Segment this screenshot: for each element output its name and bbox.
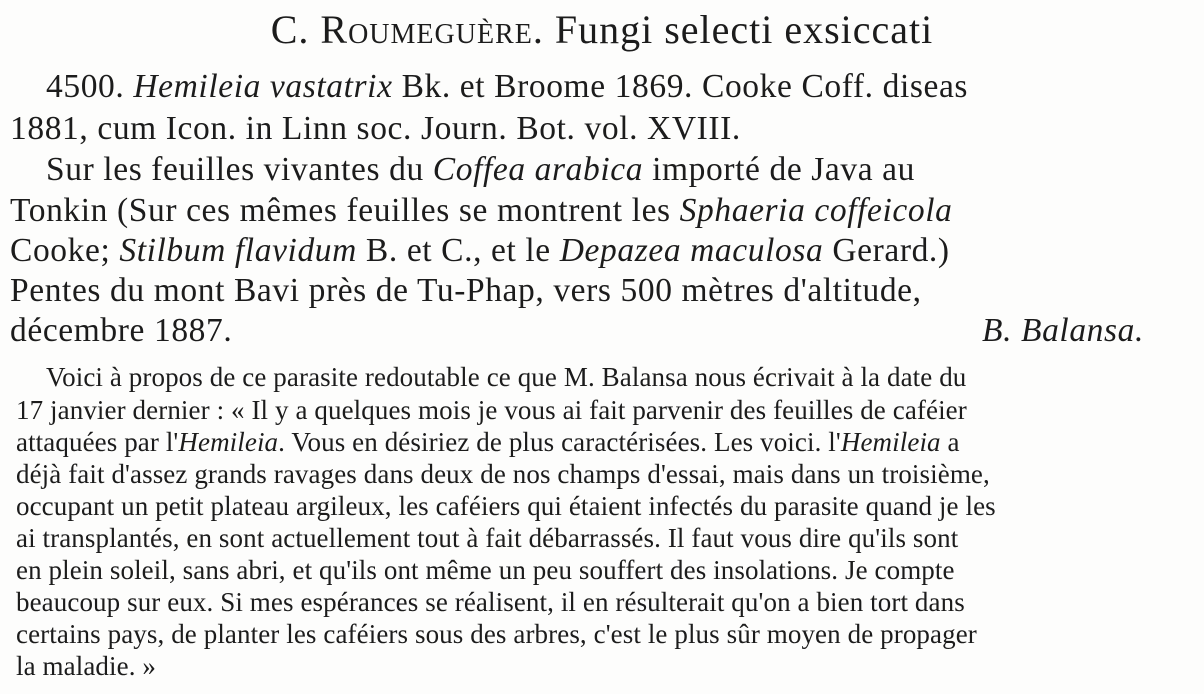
note-line-4 <box>16 459 990 490</box>
entry-line-7 <box>10 312 1174 350</box>
note-genus-1: Hemileia <box>178 427 279 457</box>
note-line-3 <box>16 427 960 458</box>
note-line-7 <box>16 555 955 586</box>
entry-text-5c: Gerard.) <box>832 232 950 269</box>
note-line-8 <box>16 587 965 618</box>
entry-text-5b: B. et C., et le <box>365 232 551 269</box>
note-text-1: Voici à propos de ce parasite redoutable ce que M. Balansa nous écrivait à la date du <box>46 362 967 392</box>
note-line-10 <box>16 651 156 682</box>
entry-text-5a: Cooke; <box>10 232 111 269</box>
note-text-3c: a <box>940 427 960 457</box>
species-authority: Bk. et Broome 1869. Cooke Coff. diseas <box>401 68 969 105</box>
entry-number: 4500. <box>46 68 125 105</box>
note-text-8: beaucoup sur eux. Si mes espérances se réalisent, il en résulterait qu'on a bien tort dans <box>16 587 965 617</box>
page-header <box>0 6 1204 53</box>
note-line-1 <box>46 362 966 393</box>
host-text-b: importé de Java au <box>652 151 915 188</box>
entry-line-2 <box>10 110 741 148</box>
note-text-2: 17 janvier dernier : « Il y a quelques mois je vous ai fait parvenir des feuilles de caféier <box>16 395 967 425</box>
species-sphaeria: Sphaeria coffeicola <box>679 192 953 229</box>
host-text-a: Sur les feuilles vivantes du <box>46 151 424 188</box>
note-text-7: en plein soleil, sans abri, et qu'ils ont même un peu souffert des insolations. Je compte <box>16 555 955 585</box>
note-text-3a: attaquées par l' <box>16 427 179 457</box>
entry-text-4: Tonkin (Sur ces mêmes feuilles se montrent les <box>10 192 671 229</box>
collection-date: décembre 1887. <box>10 312 233 349</box>
entry-line-4 <box>10 192 953 230</box>
species-depazea: Depazea maculosa <box>559 232 824 269</box>
note-text-9: certains pays, de planter les caféiers sous des arbres, c'est le plus sûr moyen de propager <box>16 619 977 649</box>
note-text-4: déjà fait d'assez grands ravages dans deux de nos champs d'essai, mais dans un troisième, <box>16 459 990 489</box>
note-text-6: ai transplantés, en sont actuellement tout à fait débarrassés. Il faut vous dire qu'ils sont <box>16 523 959 553</box>
note-text-5: occupant un petit plateau argileux, les caféiers qui étaient infectés du parasite quand je les <box>16 491 996 521</box>
species-stilbum: Stilbum flavidum <box>119 232 357 269</box>
entry-line-3 <box>46 151 915 189</box>
host-species: Coffea arabica <box>432 151 644 188</box>
entry-reference: 1881, cum Icon. in Linn soc. Journ. Bot. vol. XVIII. <box>10 110 741 147</box>
entry-line-5 <box>10 232 950 270</box>
note-text-3b: . Vous en désiriez de plus caractérisées. Les voici. l' <box>278 427 841 457</box>
note-text-10: la maladie. » <box>16 651 156 681</box>
entry-line-1 <box>46 68 968 106</box>
species-name: Hemileia vastatrix <box>133 68 393 105</box>
note-line-9 <box>16 619 977 650</box>
entry-line-6 <box>10 272 922 310</box>
collector-name: B. Balansa. <box>982 312 1144 349</box>
note-line-2 <box>16 395 967 426</box>
note-line-5 <box>16 491 996 522</box>
locality-text: Pentes du mont Bavi près de Tu-Phap, vers 500 mètres d'altitude, <box>10 272 922 309</box>
header-author: C. Roumeguère. <box>270 7 544 52</box>
note-line-6 <box>16 523 958 554</box>
note-genus-2: Hemileia <box>840 427 941 457</box>
header-work: Fungi selecti exsiccati <box>554 7 934 52</box>
